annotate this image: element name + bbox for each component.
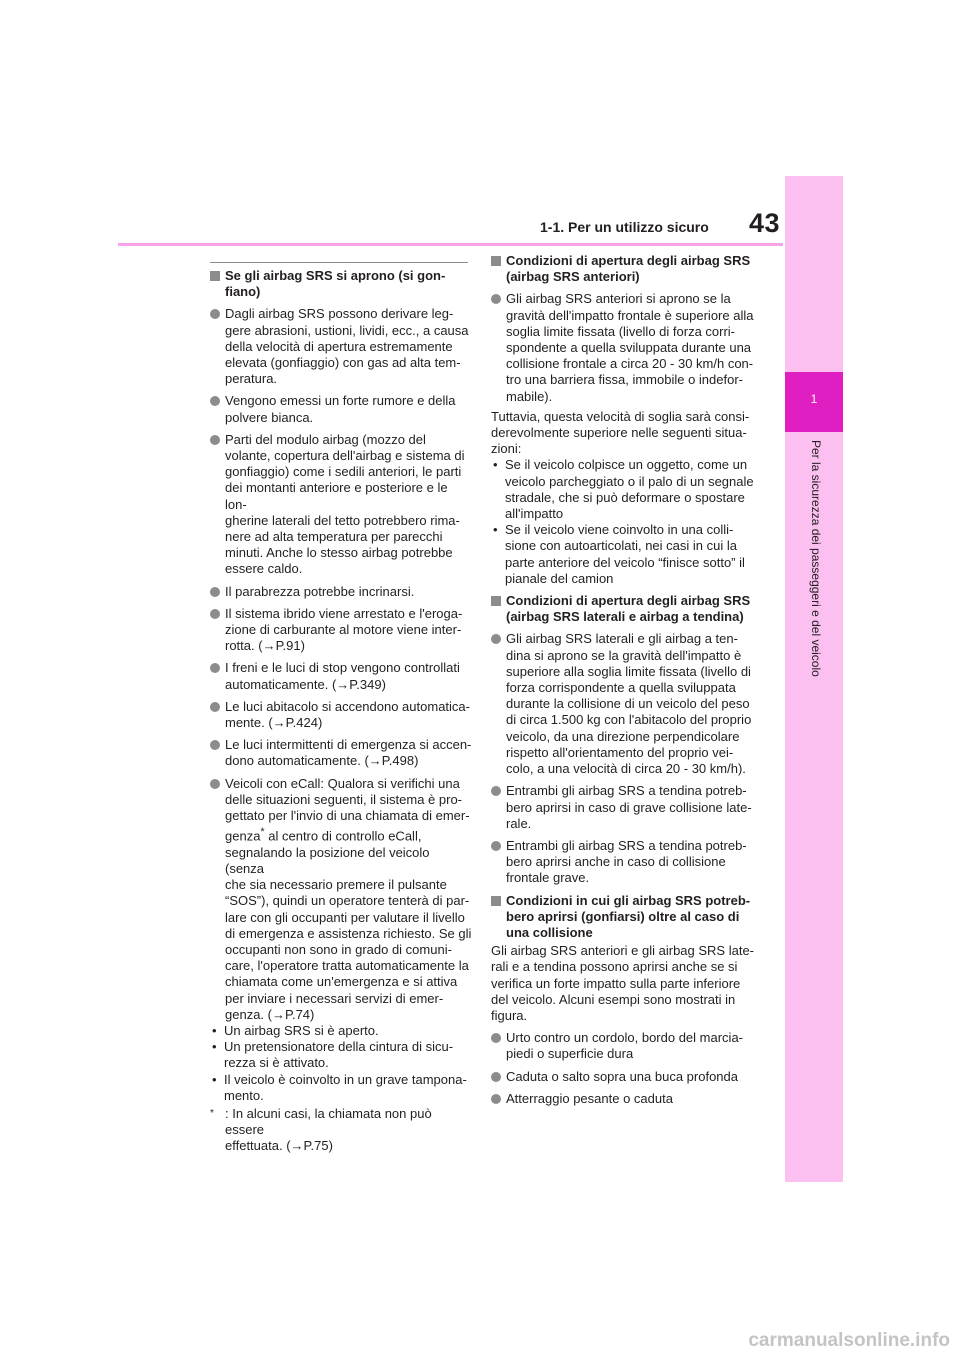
right-column xyxy=(491,253,756,1113)
heading: Condizioni in cui gli airbag SRS potreb- bero aprirsi (gonfiarsi) oltre al caso di una collisione xyxy=(491,893,756,942)
bullet-item: Gli airbag SRS laterali e gli airbag a ten- dina si aprono se la gravità dell'impatto è superiore alla soglia limite fissata (livello di forza corrispondente a quella sviluppata durante la collisione di un veicolo del peso di circa 1.500 kg con l'abitacolo del proprio veicolo, da una direzione perpendicolare rispetto all'orientamento del proprio vei- colo, a una velocità di circa 20 - 30 km/h). xyxy=(491,631,756,777)
sub-item: • Se il veicolo viene coinvolto in una colli- sione con autoarticolati, nei casi in cui la parte anteriore del veicolo “finisce sotto” il pianale del camion xyxy=(491,522,756,587)
column-rule xyxy=(210,262,468,263)
ecall-text-part2: al centro di controllo eCall, segnalando la posizione del veicolo (senza che sia necessario premere il pulsante “SOS”), quindi un operatore tenterà di par- lare con gli occupanti per valutare il livello di emergenza e assistenza richiesto. Se gli occupanti non sono in grado di comuni- care, l'operatore tratta automaticamente la chiamata come un'emergenza e si attiva per inviare i necessari servizi di emer- genza. (→P.74) xyxy=(225,828,472,1022)
bullet-item: I freni e le luci di stop vengono controllati automaticamente. (→P.349) xyxy=(210,660,472,692)
page-number: 43 xyxy=(748,208,780,238)
chapter-number: 1 xyxy=(810,392,818,406)
ecall-bullet xyxy=(210,776,472,1023)
bullet-item: Parti del modulo airbag (mozzo del volante, copertura dell'airbag e sistema di gonfiaggio) come i sedili anteriori, le parti dei montanti anteriore e posteriore e le lon- gherine laterali del tetto potrebbero rima- nere ad alta temperatura per parecchi minuti. Anche lo stesso airbag potrebbe essere caldo. xyxy=(210,432,472,578)
heading: Condizioni di apertura degli airbag SRS (airbag SRS anteriori) xyxy=(491,253,756,285)
header-rule xyxy=(118,243,783,246)
section-title: 1-1. Per un utilizzo sicuro xyxy=(540,219,709,235)
bullet-item: Entrambi gli airbag SRS a tendina potreb- bero aprirsi in caso di grave collisione late- rale. xyxy=(491,783,756,832)
ecall-text-part1: Veicoli con eCall: Qualora si verifichi una delle situazioni seguenti, il sistema è pro- gettato per l'invio di una chiamata di emer- genza xyxy=(225,775,470,844)
bullet-item: Le luci abitacolo si accendono automatica- mente. (→P.424) xyxy=(210,699,472,731)
bullet-item: Le luci intermittenti di emergenza si accen- dono automaticamente. (→P.498) xyxy=(210,737,472,769)
chapter-title: Per la sicurezza dei passeggeri e del veicolo xyxy=(809,440,823,677)
paragraph: Gli airbag SRS anteriori e gli airbag SRS late- rali e a tendina possono aprirsi anche se si verifica un forte impatto sulla parte inferiore del veicolo. Alcuni esempi sono mostrati in figura. xyxy=(491,943,755,1023)
footnote-text: : In alcuni casi, la chiamata non può essere effettuata. (→P.75) xyxy=(225,1106,432,1154)
bullet-item: Entrambi gli airbag SRS a tendina potreb- bero aprirsi anche in caso di collisione frontale grave. xyxy=(491,838,756,887)
paragraph: Tuttavia, questa velocità di soglia sarà consi- derevolmente superiore nelle seguenti situa- zioni: xyxy=(491,408,750,457)
sub-item: • Un pretensionatore della cintura di sicu- rezza si è attivato. xyxy=(210,1039,472,1071)
footnote-marker: * xyxy=(210,1108,214,1120)
footnote xyxy=(210,1106,472,1155)
sub-item: • Un airbag SRS si è aperto. xyxy=(210,1023,472,1039)
bullet-item: Urto contro un cordolo, bordo del marcia- piedi o superficie dura xyxy=(491,1030,756,1062)
watermark: carmanualsonline.info xyxy=(748,1330,950,1351)
sub-item: • Il veicolo è coinvolto in un grave tampona- mento. xyxy=(210,1072,472,1104)
bullet-item: Il parabrezza potrebbe incrinarsi. xyxy=(210,584,472,600)
heading: Se gli airbag SRS si aprono (si gon- fiano) xyxy=(210,268,472,300)
sub-item: • Se il veicolo colpisce un oggetto, come un veicolo parcheggiato o il palo di un segnale stradale, che si può deformare o spostare all'impatto xyxy=(491,457,756,522)
bullet-item: Il sistema ibrido viene arrestato e l'eroga- zione di carburante al motore viene inter- rotta. (→P.91) xyxy=(210,606,472,655)
bullet-item: Gli airbag SRS anteriori si aprono se la gravità dell'impatto frontale è superiore alla soglia limite fissata (livello di forza corri- spondente a quella sviluppata durante una collisione frontale a circa 20 - 30 km/h con- tro una barriera fissa, immobile o indefor- mabile). xyxy=(491,291,756,404)
bullet-item: Caduta o salto sopra una buca profonda xyxy=(491,1069,756,1085)
bullet-item: Atterraggio pesante o caduta xyxy=(491,1091,756,1107)
heading: Condizioni di apertura degli airbag SRS (airbag SRS laterali e airbag a tendina) xyxy=(491,593,756,625)
bullet-item: Vengono emessi un forte rumore e della polvere bianca. xyxy=(210,393,472,425)
left-column xyxy=(210,268,472,1155)
bullet-item: Dagli airbag SRS possono derivare leg- gere abrasioni, ustioni, lividi, ecc., a causa della velocità di apertura estremamente elevata (gonfiaggio) con gas ad alta tem- peratura. xyxy=(210,306,472,387)
footnote-marker: * xyxy=(260,826,265,839)
